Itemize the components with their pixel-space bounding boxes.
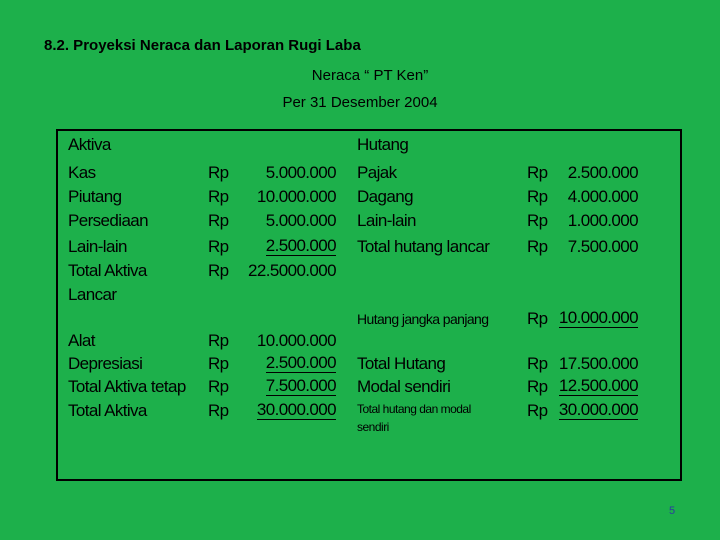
currency-label: Rp — [527, 401, 548, 420]
currency-label: Rp — [208, 401, 229, 420]
aktiva-tetap-value: 10.000.000 — [256, 331, 336, 350]
hutang-jangka-panjang-value: 10.000.000 — [558, 308, 638, 327]
currency-label: Rp — [527, 163, 548, 182]
currency-label: Rp — [527, 309, 548, 328]
aktiva-value: 10.000.000 — [256, 187, 336, 206]
currency-label: Rp — [208, 331, 229, 350]
currency-label: Rp — [208, 354, 229, 373]
currency-label: Rp — [527, 354, 548, 373]
aktiva-label: Lain-lain — [68, 237, 127, 256]
total-hutang-lancar-label: Total hutang lancar — [357, 237, 490, 256]
currency-label: Rp — [527, 237, 548, 256]
modal-sendiri-label: Modal sendiri — [357, 377, 451, 396]
aktiva-tetap-label: Total Aktiva tetap — [68, 377, 186, 396]
page-number: 5 — [669, 505, 676, 517]
aktiva-label: Piutang — [68, 187, 122, 206]
slide-title: 8.2. Proyeksi Neraca dan Laporan Rugi Laba — [44, 37, 361, 54]
currency-label: Rp — [208, 163, 229, 182]
hutang-label: Lain-lain — [357, 211, 416, 230]
total-aktiva-lancar-label-cont: Lancar — [68, 285, 117, 304]
hutang-value: 2.500.000 — [567, 163, 638, 182]
currency-label: Rp — [208, 187, 229, 206]
aktiva-value: 5.000.000 — [265, 163, 336, 182]
total-aktiva-lancar-label: Total Aktiva — [68, 261, 147, 280]
currency-label: Rp — [527, 211, 548, 230]
balance-sheet-table — [56, 129, 682, 481]
aktiva-header: Aktiva — [68, 135, 111, 154]
aktiva-tetap-label: Alat — [68, 331, 95, 350]
total-hutang-lancar-value: 7.500.000 — [567, 237, 638, 256]
aktiva-value: 5.000.000 — [265, 211, 336, 230]
hutang-value: 4.000.000 — [567, 187, 638, 206]
currency-label: Rp — [527, 377, 548, 396]
total-aktiva-lancar-value: 22.5000.000 — [248, 261, 336, 280]
total-hutang-modal-label-cont: sendiri — [357, 420, 389, 434]
balance-sheet-title: Neraca “ PT Ken” — [311, 67, 429, 84]
aktiva-label: Kas — [68, 163, 96, 182]
aktiva-label: Persediaan — [68, 211, 149, 230]
aktiva-tetap-label: Depresiasi — [68, 354, 143, 373]
currency-label: Rp — [208, 377, 229, 396]
modal-sendiri-value: 12.500.000 — [558, 376, 638, 395]
total-aktiva-label: Total Aktiva — [68, 401, 147, 420]
aktiva-tetap-value: 2.500.000 — [265, 353, 336, 372]
total-hutang-modal-value: 30.000.000 — [558, 400, 638, 419]
currency-label: Rp — [527, 187, 548, 206]
hutang-label: Dagang — [357, 187, 413, 206]
aktiva-value: 2.500.000 — [265, 236, 336, 255]
aktiva-tetap-value: 7.500.000 — [265, 376, 336, 395]
total-hutang-label: Total Hutang — [357, 354, 446, 373]
hutang-jangka-panjang-label: Hutang jangka panjang — [357, 311, 489, 327]
currency-label: Rp — [208, 237, 229, 256]
balance-sheet-date: Per 31 Desember 2004 — [282, 94, 438, 111]
currency-label: Rp — [208, 261, 229, 280]
hutang-label: Pajak — [357, 163, 397, 182]
total-hutang-modal-label: Total hutang dan modal — [357, 402, 471, 416]
total-hutang-value: 17.500.000 — [558, 354, 638, 373]
hutang-value: 1.000.000 — [567, 211, 638, 230]
currency-label: Rp — [208, 211, 229, 230]
hutang-header: Hutang — [357, 135, 409, 154]
total-aktiva-value: 30.000.000 — [256, 400, 336, 419]
